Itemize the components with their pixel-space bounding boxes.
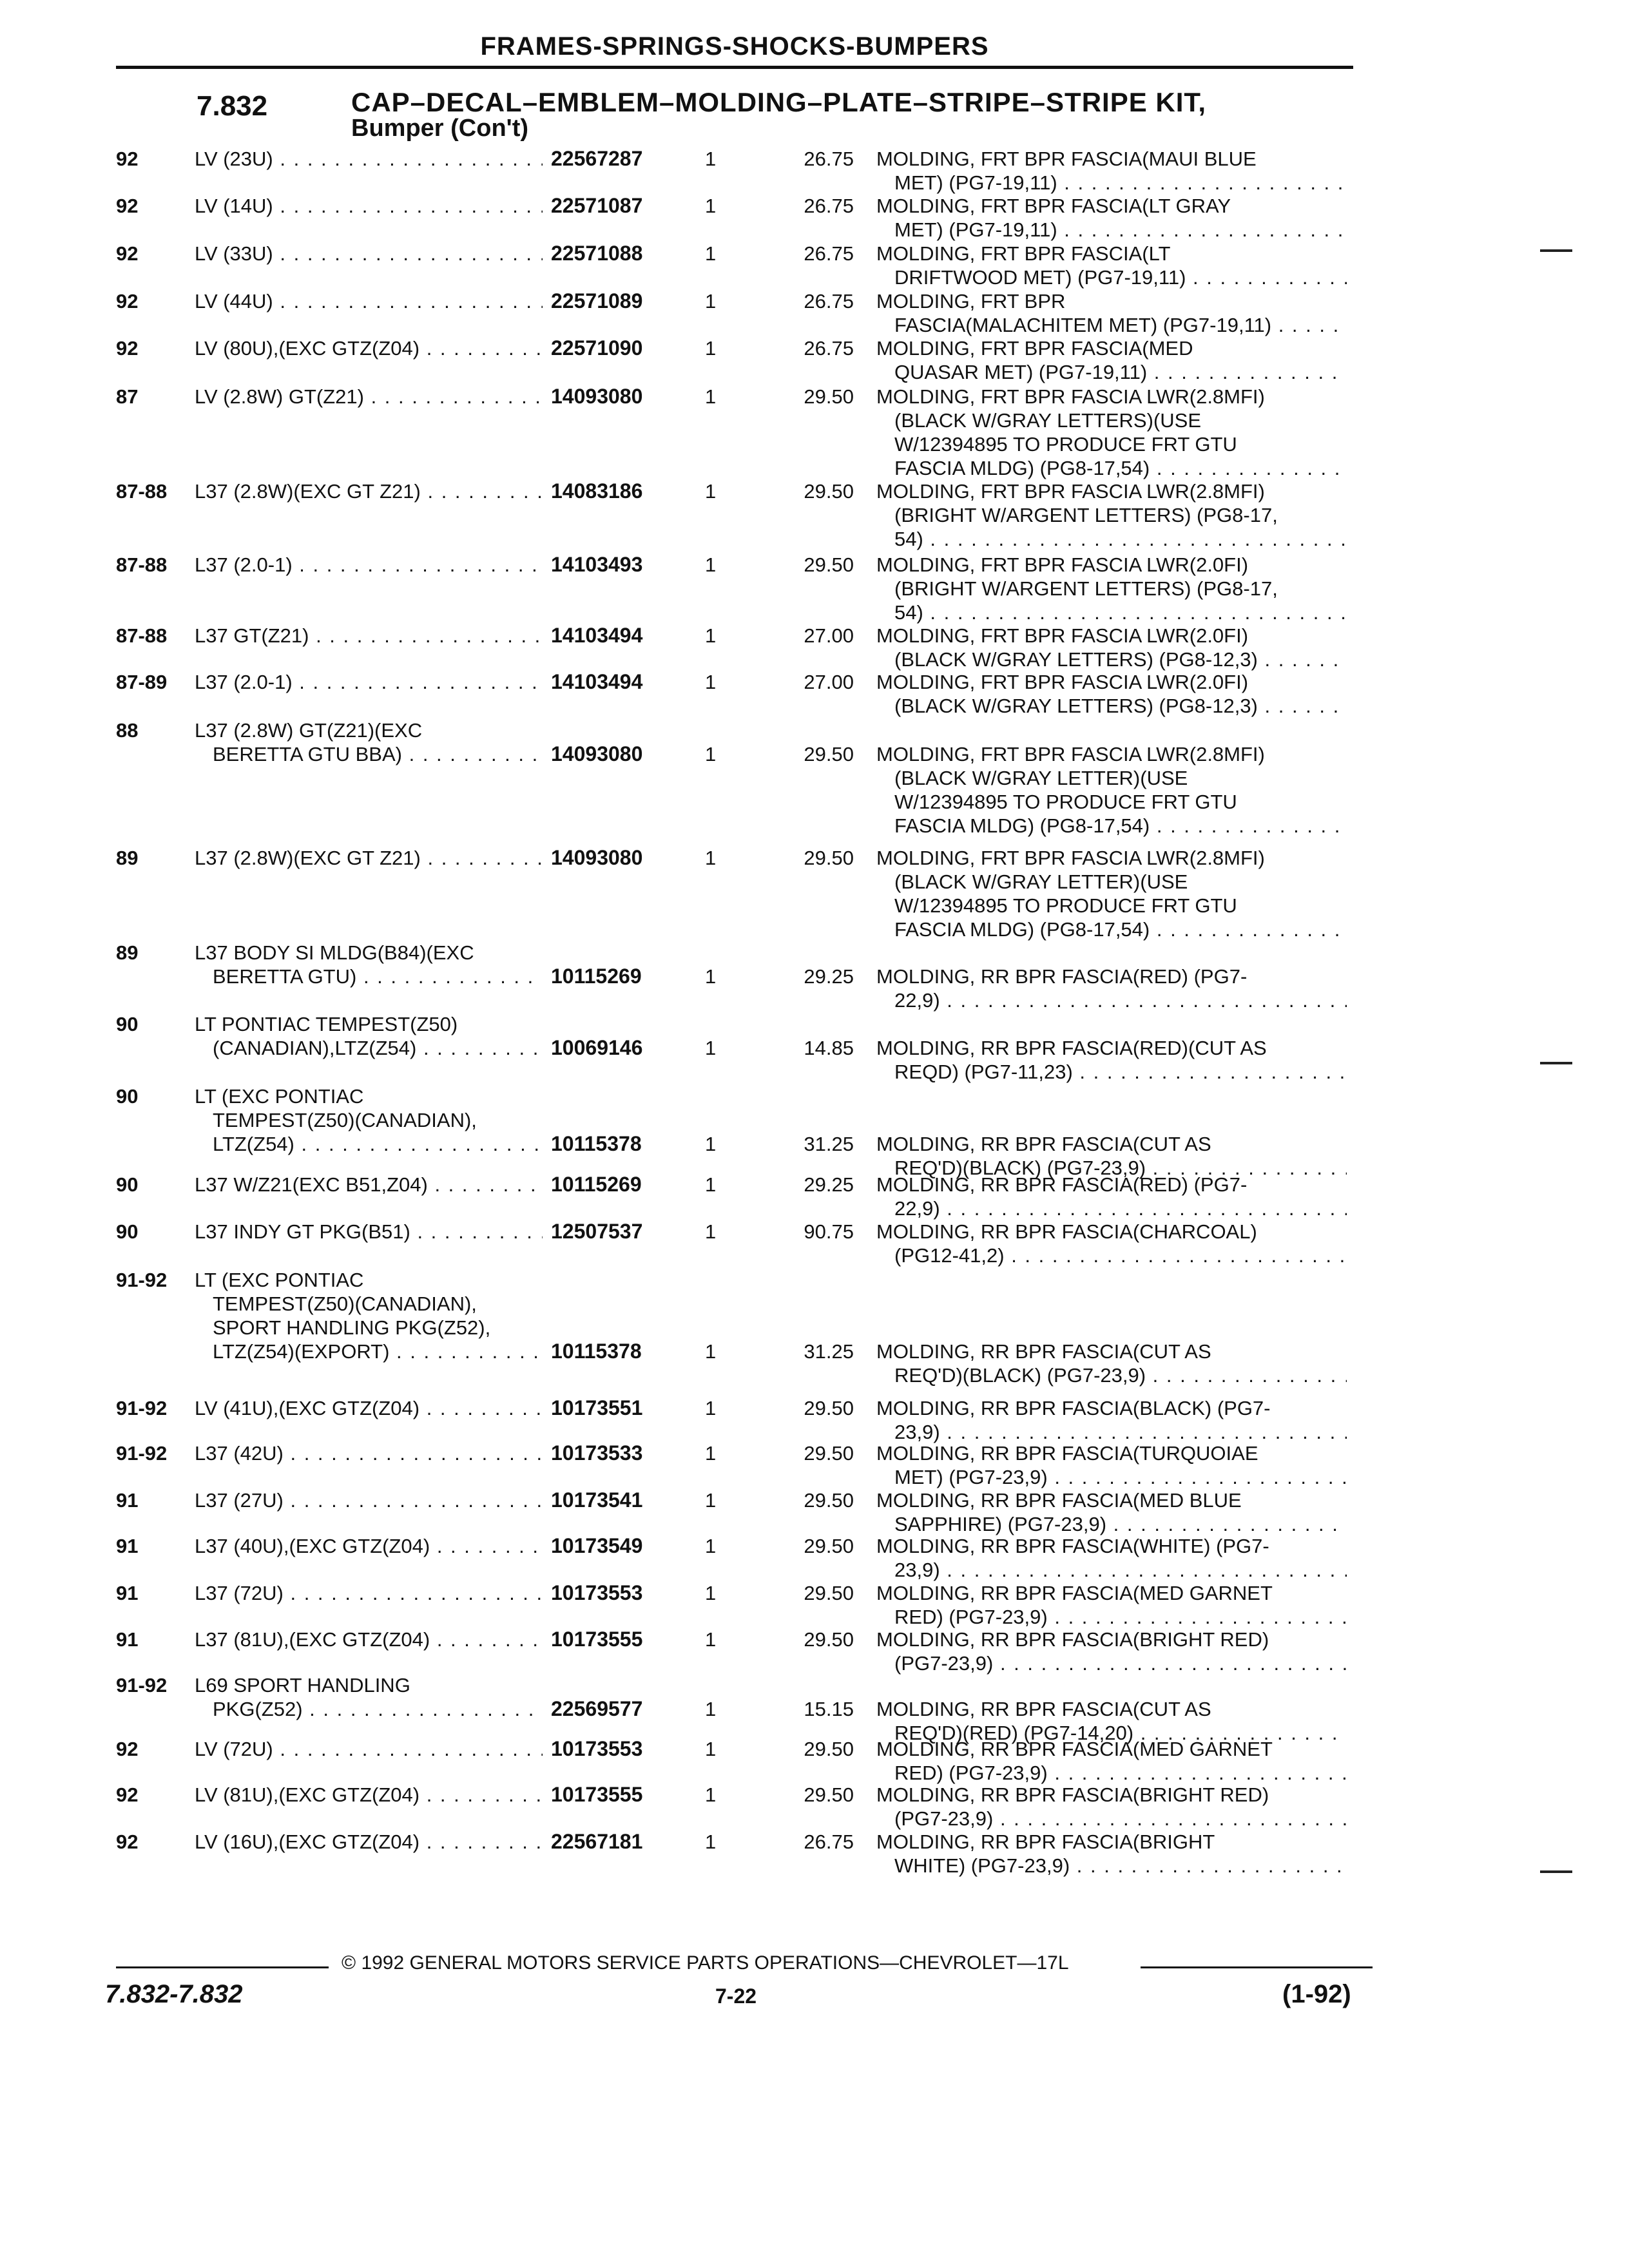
price: 29.50	[804, 847, 854, 869]
price: 27.00	[804, 624, 854, 647]
quantity: 1	[705, 148, 717, 170]
application-line: TEMPEST(Z50)(CANADIAN),	[213, 1293, 477, 1315]
description-line: MOLDING, RR BPR FASCIA(MED BLUE	[876, 1489, 1242, 1512]
application	[195, 1268, 543, 1363]
part-number: 10173555	[551, 1783, 643, 1806]
description-line: 23,9) . . .	[876, 1558, 1347, 1582]
quantity: 1	[705, 195, 717, 217]
application-line: LV (33U) . . .	[195, 242, 543, 265]
description-line: W/12394895 TO PRODUCE FRT GTU	[894, 894, 1237, 917]
part-number: 14093080	[551, 846, 643, 869]
section-title: CAP–DECAL–EMBLEM–MOLDING–PLATE–STRIPE–STRIPE KIT,	[351, 87, 1207, 117]
quantity: 1	[705, 1628, 717, 1651]
application-line: L37 (40U),(EXC GTZ(Z04) . . .	[195, 1534, 543, 1558]
price: 26.75	[804, 337, 854, 360]
price: 29.50	[804, 1535, 854, 1557]
application-line: L69 SPORT HANDLING	[195, 1674, 410, 1696]
description-line: MOLDING, FRT BPR FASCIA LWR(2.0FI)	[876, 671, 1249, 693]
part-number: 22571089	[551, 289, 643, 312]
part-number: 22567287	[551, 147, 643, 170]
description-line: MOLDING, RR BPR FASCIA(MED GARNET	[876, 1738, 1273, 1760]
model-year: 91	[116, 1628, 139, 1651]
model-year: 89	[116, 847, 139, 869]
quantity: 1	[705, 1783, 717, 1806]
part-number: 10115269	[551, 1173, 642, 1196]
part-description	[876, 147, 1347, 195]
application-line: LV (72U) . . .	[195, 1737, 543, 1761]
description-line: MOLDING, FRT BPR FASCIA(MED	[876, 337, 1193, 360]
model-year: 91	[116, 1582, 139, 1604]
part-number: 10173555	[551, 1628, 643, 1651]
application	[195, 194, 543, 218]
model-year: 92	[116, 1738, 139, 1760]
application	[195, 1441, 543, 1465]
description-line: MOLDING, FRT BPR FASCIA LWR(2.8MFI)	[876, 480, 1265, 503]
price: 26.75	[804, 242, 854, 265]
application-line: L37 INDY GT PKG(B51) . . .	[195, 1220, 543, 1244]
quantity: 1	[705, 480, 717, 503]
application-line: LTZ(Z54)(EXPORT) . . .	[195, 1340, 543, 1363]
application-line: LV (14U) . . .	[195, 194, 543, 218]
application-line: L37 (2.8W) GT(Z21)(EXC	[195, 719, 423, 742]
application-line: LV (80U),(EXC GTZ(Z04) . . .	[195, 336, 543, 360]
application-line: BERETTA GTU) . . .	[195, 965, 543, 988]
quantity: 1	[705, 743, 717, 765]
part-number: 10115269	[551, 965, 642, 988]
price: 15.15	[804, 1698, 854, 1720]
application	[195, 336, 543, 360]
application	[195, 147, 543, 171]
description-line: (BRIGHT W/ARGENT LETTERS) (PG8-17,	[894, 504, 1278, 526]
model-year: 91	[116, 1489, 139, 1512]
application	[195, 1830, 543, 1854]
price: 29.25	[804, 965, 854, 988]
application-line: LT (EXC PONTIAC	[195, 1085, 364, 1108]
part-number: 12507537	[551, 1220, 643, 1243]
part-description	[876, 242, 1347, 289]
part-description	[876, 1340, 1347, 1387]
application-line: LV (2.8W) GT(Z21) . . .	[195, 385, 543, 408]
description-line: (BLACK W/GRAY LETTERS)(USE	[894, 409, 1201, 432]
price: 26.75	[804, 290, 854, 312]
description-line: MOLDING, RR BPR FASCIA(CUT AS	[876, 1133, 1211, 1155]
application-line: BERETTA GTU BBA) . . .	[195, 742, 543, 766]
quantity: 1	[705, 1173, 717, 1196]
description-line: MOLDING, RR BPR FASCIA(CHARCOAL)	[876, 1220, 1257, 1243]
part-number: 10173533	[551, 1441, 643, 1465]
part-number: 14103493	[551, 553, 643, 576]
application-line: L37 BODY SI MLDG(B84)(EXC	[195, 941, 474, 964]
model-year: 92	[116, 1831, 139, 1853]
quantity: 1	[705, 290, 717, 312]
quantity: 1	[705, 1582, 717, 1604]
quantity: 1	[705, 847, 717, 869]
price: 29.50	[804, 553, 854, 576]
application-line: L37 (2.0-1) . . .	[195, 670, 543, 694]
part-number: 14093080	[551, 742, 643, 765]
footer-section-range: 7.832-7.832	[105, 1980, 243, 2008]
part-description	[876, 624, 1347, 671]
quantity: 1	[705, 1489, 717, 1512]
price: 29.50	[804, 1442, 854, 1465]
application-line: LT (EXC PONTIAC	[195, 1269, 364, 1291]
description-line: REQ'D)(BLACK) (PG7-23,9) . . .	[876, 1156, 1347, 1180]
part-number: 14083186	[551, 479, 643, 503]
section-number: 7.832	[197, 90, 268, 122]
part-number: 10173553	[551, 1737, 643, 1760]
model-year: 92	[116, 195, 139, 217]
description-line: MOLDING, RR BPR FASCIA(CUT AS	[876, 1698, 1211, 1720]
quantity: 1	[705, 1535, 717, 1557]
description-line: FASCIA(MALACHITEM MET) (PG7-19,11) . . .	[876, 313, 1347, 337]
part-number: 14103494	[551, 670, 643, 693]
part-description	[876, 336, 1347, 384]
quantity: 1	[705, 1220, 717, 1243]
part-number: 14093080	[551, 385, 643, 408]
application	[195, 553, 543, 577]
application-line: L37 (42U) . . .	[195, 1441, 543, 1465]
model-year: 87	[116, 385, 139, 408]
application	[195, 479, 543, 503]
part-number: 10173549	[551, 1534, 643, 1557]
footer-page-number: 7-22	[715, 1984, 757, 2008]
description-line: (PG12-41,2) . . .	[876, 1244, 1347, 1267]
price: 26.75	[804, 148, 854, 170]
description-line: (PG7-23,9) . . .	[876, 1807, 1347, 1831]
application-line: L37 (2.8W)(EXC GT Z21) . . .	[195, 479, 543, 503]
part-description	[876, 1783, 1347, 1831]
price: 31.25	[804, 1340, 854, 1363]
model-year: 91	[116, 1535, 139, 1557]
part-description	[876, 194, 1347, 242]
application	[195, 385, 543, 408]
application	[195, 670, 543, 694]
quantity: 1	[705, 1442, 717, 1465]
description-line: REQ'D)(RED) (PG7-14,20) . . .	[876, 1721, 1347, 1745]
description-line: FASCIA MLDG) (PG8-17,54) . . .	[876, 814, 1347, 838]
part-description	[876, 553, 1347, 624]
application	[195, 1628, 543, 1651]
description-line: MOLDING, FRT BPR	[876, 290, 1066, 312]
model-year: 87-88	[116, 624, 168, 647]
application-line: L37 GT(Z21) . . .	[195, 624, 543, 648]
description-line: 54) . . .	[876, 601, 1347, 624]
model-year: 91-92	[116, 1269, 168, 1291]
part-number: 22571087	[551, 194, 643, 217]
part-description	[876, 479, 1347, 551]
model-year: 90	[116, 1013, 139, 1035]
application	[195, 1673, 543, 1721]
price: 26.75	[804, 195, 854, 217]
part-description	[876, 1830, 1347, 1878]
description-line: MOLDING, RR BPR FASCIA(BRIGHT	[876, 1831, 1215, 1853]
description-line: MOLDING, RR BPR FASCIA(RED) (PG7-	[876, 1173, 1248, 1196]
quantity: 1	[705, 1397, 717, 1419]
model-year: 91-92	[116, 1674, 168, 1696]
application	[195, 1220, 543, 1244]
margin-tick	[1540, 249, 1572, 252]
part-description	[876, 1396, 1347, 1444]
description-line: MOLDING, RR BPR FASCIA(CUT AS	[876, 1340, 1211, 1363]
description-line: REQD) (PG7-11,23) . . .	[876, 1060, 1347, 1084]
section-subtitle: Bumper (Con't)	[351, 115, 528, 142]
quantity: 1	[705, 1698, 717, 1720]
price: 29.50	[804, 385, 854, 408]
application-line: L37 (2.8W)(EXC GT Z21) . . .	[195, 846, 543, 870]
part-description	[876, 1488, 1347, 1536]
description-line: MOLDING, FRT BPR FASCIA(MAUI BLUE	[876, 148, 1257, 170]
margin-tick	[1540, 1062, 1572, 1064]
application-line: L37 W/Z21(EXC B51,Z04) . . .	[195, 1173, 543, 1196]
model-year: 88	[116, 719, 139, 742]
part-number: 22567181	[551, 1830, 643, 1853]
application	[195, 941, 543, 988]
price: 29.25	[804, 1173, 854, 1196]
part-description	[876, 670, 1347, 718]
quantity: 1	[705, 337, 717, 360]
quantity: 1	[705, 1133, 717, 1155]
model-year: 92	[116, 242, 139, 265]
part-description	[876, 1441, 1347, 1489]
description-line: MOLDING, RR BPR FASCIA(MED GARNET	[876, 1582, 1273, 1604]
footer-rule-right	[1141, 1966, 1373, 1968]
model-year: 90	[116, 1173, 139, 1196]
quantity: 1	[705, 242, 717, 265]
application	[195, 624, 543, 648]
quantity: 1	[705, 1037, 717, 1059]
part-description	[876, 1737, 1347, 1785]
description-line: (PG7-23,9) . . .	[876, 1651, 1347, 1675]
margin-tick	[1540, 1870, 1572, 1873]
description-line: W/12394895 TO PRODUCE FRT GTU	[894, 791, 1237, 813]
description-line: 22,9) . . .	[876, 1196, 1347, 1220]
application	[195, 718, 543, 766]
model-year: 90	[116, 1085, 139, 1108]
quantity: 1	[705, 553, 717, 576]
price: 90.75	[804, 1220, 854, 1243]
model-year: 89	[116, 941, 139, 964]
part-description	[876, 1173, 1347, 1220]
application	[195, 1488, 543, 1512]
description-line: MOLDING, FRT BPR FASCIA(LT	[876, 242, 1171, 265]
part-number: 10115378	[551, 1340, 642, 1363]
part-description	[876, 1036, 1347, 1084]
description-line: QUASAR MET) (PG7-19,11) . . .	[876, 360, 1347, 384]
description-line: MOLDING, RR BPR FASCIA(BRIGHT RED)	[876, 1628, 1269, 1651]
application-line: L37 (2.0-1) . . .	[195, 553, 543, 577]
application-line: LV (44U) . . .	[195, 289, 543, 313]
description-line: MOLDING, RR BPR FASCIA(TURQUOIAE	[876, 1442, 1258, 1465]
application-line: (CANADIAN),LTZ(Z54) . . .	[195, 1036, 543, 1060]
part-description	[876, 1220, 1347, 1267]
price: 29.50	[804, 743, 854, 765]
description-line: FASCIA MLDG) (PG8-17,54) . . .	[876, 918, 1347, 941]
application-line: L37 (27U) . . .	[195, 1488, 543, 1512]
part-number: 22571088	[551, 242, 643, 265]
description-line: REQ'D)(BLACK) (PG7-23,9) . . .	[876, 1363, 1347, 1387]
application-line: SPORT HANDLING PKG(Z52),	[213, 1316, 491, 1339]
description-line: MOLDING, FRT BPR FASCIA LWR(2.8MFI)	[876, 743, 1265, 765]
model-year: 92	[116, 337, 139, 360]
quantity: 1	[705, 1831, 717, 1853]
application	[195, 1012, 543, 1060]
part-description	[876, 742, 1347, 838]
description-line: 54) . . .	[876, 527, 1347, 551]
part-description	[876, 1581, 1347, 1629]
part-description	[876, 965, 1347, 1012]
application-line: LV (16U),(EXC GTZ(Z04) . . .	[195, 1830, 543, 1854]
model-year: 90	[116, 1220, 139, 1243]
description-line: 23,9) . . .	[876, 1420, 1347, 1444]
model-year: 91-92	[116, 1442, 168, 1465]
model-year: 92	[116, 1783, 139, 1806]
part-description	[876, 385, 1347, 480]
application	[195, 289, 543, 313]
model-year: 91-92	[116, 1397, 168, 1419]
application	[195, 1783, 543, 1807]
application-line: LV (81U),(EXC GTZ(Z04) . . .	[195, 1783, 543, 1807]
footer-rule-left	[116, 1966, 329, 1968]
description-line: MOLDING, RR BPR FASCIA(BLACK) (PG7-	[876, 1397, 1271, 1419]
price: 27.00	[804, 671, 854, 693]
part-number: 22571090	[551, 336, 643, 360]
part-number: 10173541	[551, 1488, 643, 1512]
part-number: 10115378	[551, 1132, 642, 1155]
description-line: MET) (PG7-19,11) . . .	[876, 218, 1347, 242]
part-number: 14103494	[551, 624, 643, 647]
description-line: W/12394895 TO PRODUCE FRT GTU	[894, 433, 1237, 456]
part-number: 22569577	[551, 1697, 643, 1720]
application-line: TEMPEST(Z50)(CANADIAN),	[213, 1109, 477, 1131]
model-year: 87-89	[116, 671, 168, 693]
page-header-title: FRAMES-SPRINGS-SHOCKS-BUMPERS	[480, 32, 989, 61]
model-year: 92	[116, 148, 139, 170]
application	[195, 1534, 543, 1558]
description-line: MOLDING, RR BPR FASCIA(RED)(CUT AS	[876, 1037, 1267, 1059]
quantity: 1	[705, 624, 717, 647]
description-line: WHITE) (PG7-23,9) . . .	[876, 1854, 1347, 1878]
quantity: 1	[705, 1340, 717, 1363]
price: 29.50	[804, 1738, 854, 1760]
quantity: 1	[705, 671, 717, 693]
model-year: 87-88	[116, 480, 168, 503]
quantity: 1	[705, 385, 717, 408]
price: 29.50	[804, 1489, 854, 1512]
application	[195, 1581, 543, 1605]
description-line: 22,9) . . .	[876, 988, 1347, 1012]
description-line: FASCIA MLDG) (PG8-17,54) . . .	[876, 456, 1347, 480]
part-number: 10069146	[551, 1036, 643, 1059]
part-description	[876, 289, 1347, 337]
quantity: 1	[705, 1738, 717, 1760]
application-line: LT PONTIAC TEMPEST(Z50)	[195, 1013, 458, 1035]
description-line: (BLACK W/GRAY LETTERS) (PG8-12,3) . . .	[876, 648, 1347, 671]
application-line: L37 (81U),(EXC GTZ(Z04) . . .	[195, 1628, 543, 1651]
application	[195, 846, 543, 870]
description-line: MOLDING, FRT BPR FASCIA LWR(2.0FI)	[876, 553, 1249, 576]
description-line: MOLDING, RR BPR FASCIA(WHITE) (PG7-	[876, 1535, 1269, 1557]
part-number: 10173553	[551, 1581, 643, 1604]
part-description	[876, 1534, 1347, 1582]
application	[195, 1396, 543, 1420]
description-line: (BLACK W/GRAY LETTERS) (PG8-12,3) . . .	[876, 694, 1347, 718]
part-description	[876, 1628, 1347, 1675]
part-description	[876, 846, 1347, 941]
description-line: SAPPHIRE) (PG7-23,9) . . .	[876, 1512, 1347, 1536]
description-line: MOLDING, RR BPR FASCIA(RED) (PG7-	[876, 965, 1248, 988]
footer-copyright: © 1992 GENERAL MOTORS SERVICE PARTS OPERATIONS—CHEVROLET—17L	[342, 1952, 1069, 1974]
description-line: MET) (PG7-19,11) . . .	[876, 171, 1347, 195]
application-line: LV (41U),(EXC GTZ(Z04) . . .	[195, 1396, 543, 1420]
description-line: (BLACK W/GRAY LETTER)(USE	[894, 767, 1188, 789]
description-line: RED) (PG7-23,9) . . .	[876, 1761, 1347, 1785]
part-number: 10173551	[551, 1396, 643, 1419]
price: 14.85	[804, 1037, 854, 1059]
application-line: LTZ(Z54) . . .	[195, 1132, 543, 1156]
model-year: 92	[116, 290, 139, 312]
description-line: DRIFTWOOD MET) (PG7-19,11) . . .	[876, 265, 1347, 289]
application-line: L37 (72U) . . .	[195, 1581, 543, 1605]
description-line: MOLDING, FRT BPR FASCIA LWR(2.8MFI)	[876, 847, 1265, 869]
description-line: MET) (PG7-23,9) . . .	[876, 1465, 1347, 1489]
application	[195, 1084, 543, 1156]
price: 29.50	[804, 480, 854, 503]
quantity: 1	[705, 965, 717, 988]
description-line: (BRIGHT W/ARGENT LETTERS) (PG8-17,	[894, 577, 1278, 600]
price: 26.75	[804, 1831, 854, 1853]
description-line: MOLDING, RR BPR FASCIA(BRIGHT RED)	[876, 1783, 1269, 1806]
description-line: RED) (PG7-23,9) . . .	[876, 1605, 1347, 1629]
application	[195, 242, 543, 265]
price: 29.50	[804, 1397, 854, 1419]
application	[195, 1173, 543, 1196]
application-line: LV (23U) . . .	[195, 147, 543, 171]
price: 29.50	[804, 1783, 854, 1806]
description-line: MOLDING, FRT BPR FASCIA(LT GRAY	[876, 195, 1231, 217]
model-year: 87-88	[116, 553, 168, 576]
footer-date: (1-92)	[1282, 1980, 1351, 2008]
application	[195, 1737, 543, 1761]
description-line: MOLDING, FRT BPR FASCIA LWR(2.0FI)	[876, 624, 1249, 647]
price: 29.50	[804, 1582, 854, 1604]
description-line: MOLDING, FRT BPR FASCIA LWR(2.8MFI)	[876, 385, 1265, 408]
description-line: (BLACK W/GRAY LETTER)(USE	[894, 870, 1188, 893]
price: 31.25	[804, 1133, 854, 1155]
price: 29.50	[804, 1628, 854, 1651]
application-line: PKG(Z52) . . .	[195, 1697, 543, 1721]
